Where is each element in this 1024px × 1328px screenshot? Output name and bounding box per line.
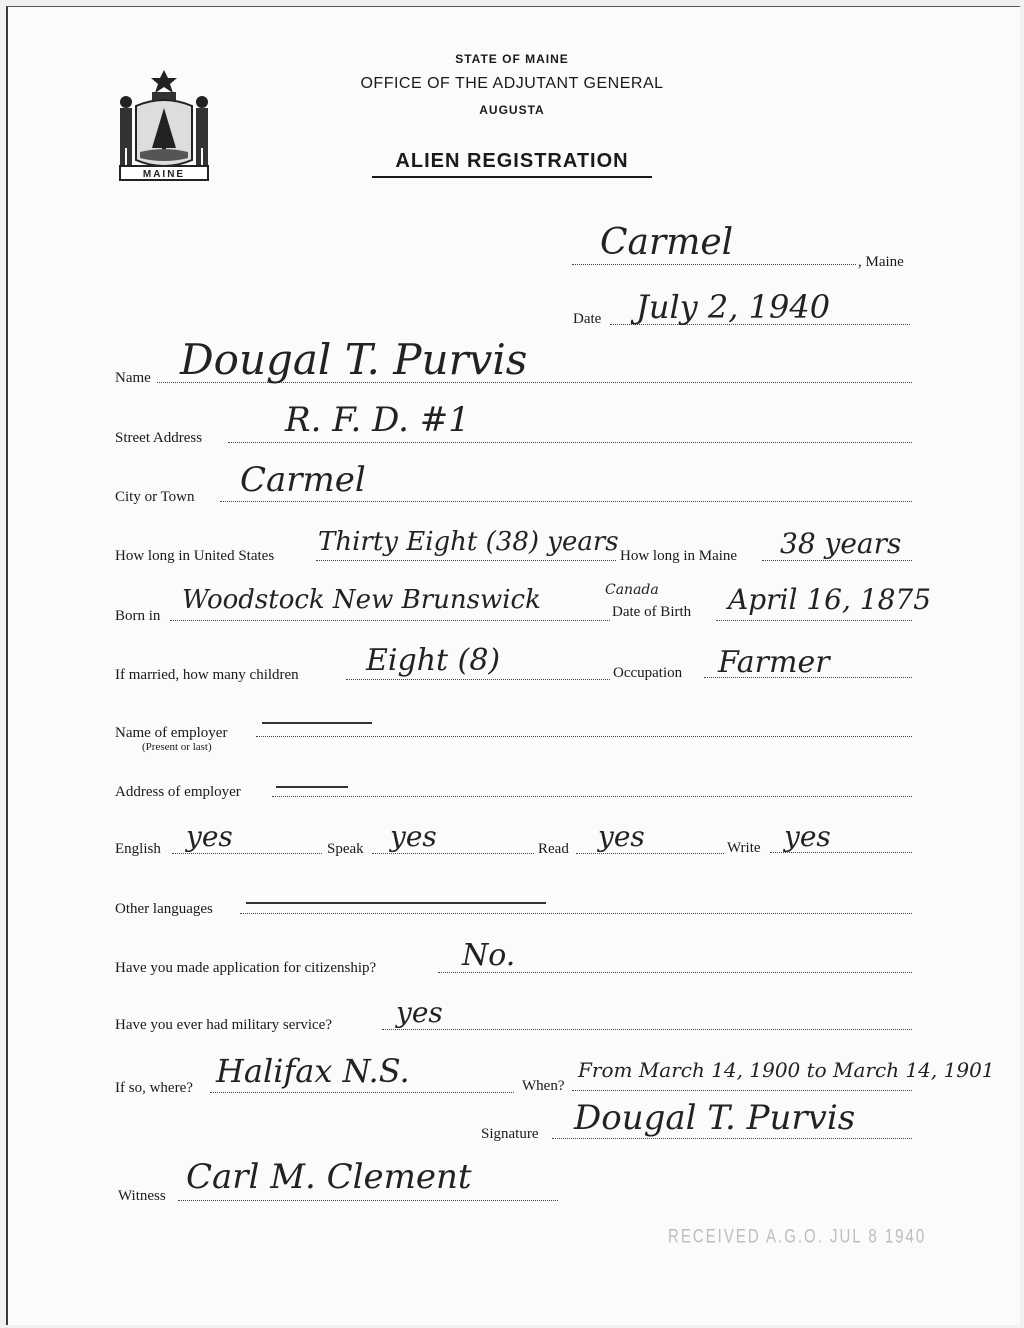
header-state: STATE OF MAINE: [455, 52, 569, 66]
how-long-maine-line: [762, 560, 912, 561]
city-value: Carmel: [240, 460, 366, 500]
children-value: Eight (8): [366, 643, 501, 678]
date-of-birth-line: [716, 620, 912, 621]
how-long-us-label: How long in United States: [115, 548, 275, 564]
where-line: [210, 1092, 514, 1093]
write-value: yes: [784, 820, 831, 853]
occupation-value: Farmer: [718, 645, 830, 680]
children-line: [346, 679, 610, 680]
witness-value: Carl M. Clement: [186, 1157, 472, 1197]
born-in-label: Born in: [115, 608, 161, 624]
witness-label: Witness: [118, 1188, 166, 1204]
header-office: OFFICE OF THE ADJUTANT GENERAL: [360, 75, 664, 92]
speak-label: Speak: [327, 841, 364, 857]
employer-line: [256, 736, 912, 737]
born-in-note: Canada: [605, 582, 659, 598]
read-line: [576, 853, 724, 854]
military-line: [382, 1029, 912, 1030]
other-languages-label: Other languages: [115, 901, 213, 917]
employer-address-blank-dash: [276, 786, 348, 788]
when-value: From March 14, 1900 to March 14, 1901: [578, 1058, 995, 1082]
date-label: Date: [573, 311, 602, 327]
how-long-maine-value: 38 years: [780, 527, 902, 560]
form-title: ALIEN REGISTRATION: [372, 150, 652, 178]
read-label: Read: [538, 841, 569, 857]
other-languages-line: [240, 913, 912, 914]
citizenship-label: Have you made application for citizenship?: [115, 960, 377, 976]
svg-text:MAINE: MAINE: [142, 169, 186, 180]
employer-address-label: Address of employer: [115, 784, 241, 800]
how-long-us-value: Thirty Eight (38) years: [318, 527, 619, 557]
name-label: Name: [115, 370, 151, 386]
street-label: Street Address: [115, 430, 203, 446]
date-of-birth-label: Date of Birth: [612, 604, 692, 620]
date-value: July 2, 1940: [636, 288, 831, 326]
city-line: [220, 501, 912, 502]
witness-line: [178, 1200, 558, 1201]
signature-line: [552, 1138, 912, 1139]
where-label: If so, where?: [115, 1080, 193, 1096]
how-long-maine-label: How long in Maine: [620, 548, 738, 564]
citizenship-value: No.: [462, 938, 516, 973]
signature-label: Signature: [481, 1126, 539, 1142]
employer-sub-label: (Present or last): [142, 741, 212, 753]
when-label: When?: [522, 1078, 565, 1094]
speak-value: yes: [390, 820, 437, 853]
employer-blank-dash: [262, 722, 372, 724]
other-languages-blank-dash: [246, 902, 546, 904]
town-line: [572, 264, 856, 265]
employer-address-line: [272, 796, 912, 797]
english-label: English: [115, 841, 161, 857]
employer-label: Name of employer: [115, 725, 228, 741]
street-value: R. F. D. #1: [285, 400, 470, 440]
born-in-value: Woodstock New Brunswick: [182, 585, 541, 615]
born-in-line: [170, 620, 610, 621]
read-value: yes: [598, 820, 645, 853]
english-line: [172, 853, 322, 854]
header-city: AUGUSTA: [479, 103, 545, 117]
date-of-birth-value: April 16, 1875: [728, 583, 932, 616]
write-label: Write: [727, 840, 761, 856]
name-value: Dougal T. Purvis: [180, 335, 528, 384]
how-long-us-line: [316, 560, 616, 561]
town-value: Carmel: [600, 222, 734, 263]
military-value: yes: [396, 996, 443, 1029]
military-label: Have you ever had military service?: [115, 1017, 332, 1033]
children-label: If married, how many children: [115, 667, 299, 683]
english-value: yes: [186, 820, 233, 853]
when-line: [572, 1090, 912, 1091]
signature-value: Dougal T. Purvis: [574, 1098, 856, 1138]
where-value: Halifax N.S.: [216, 1052, 410, 1090]
city-label: City or Town: [115, 489, 195, 505]
speak-line: [372, 853, 534, 854]
occupation-label: Occupation: [613, 665, 683, 681]
maine-suffix-label: , Maine: [858, 254, 904, 270]
received-stamp: RECEIVED A.G.O. JUL 8 1940: [668, 1225, 927, 1248]
street-line: [228, 442, 912, 443]
